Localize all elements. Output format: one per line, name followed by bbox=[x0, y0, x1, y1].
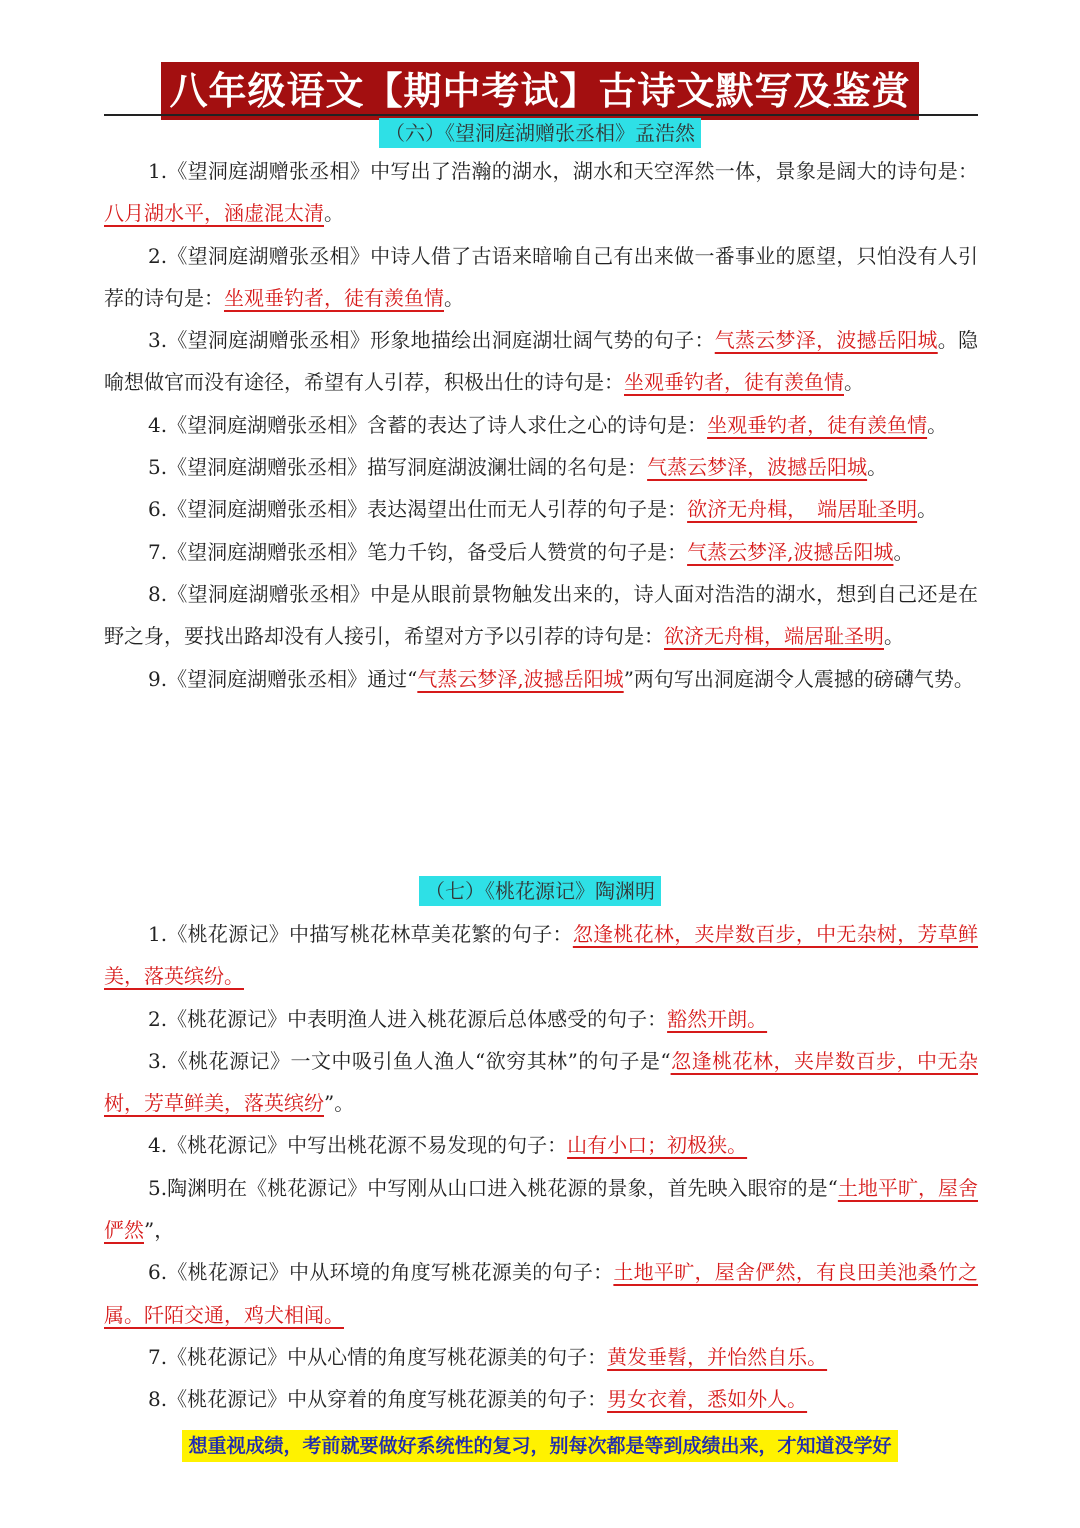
question-text: 《桃花源记》中描写桃花林草美花繁的句子： bbox=[167, 922, 573, 946]
question-text: 《望洞庭湖赠张丞相》形象地描绘出洞庭湖壮阔气势的句子： bbox=[167, 328, 715, 353]
question-text: 《桃花源记》一文中吸引鱼人渔人“欲穷其林”的句子是“ bbox=[167, 1048, 671, 1073]
answer-text: 豁然开朗。 bbox=[667, 1006, 768, 1031]
question-item bbox=[104, 1040, 978, 1125]
question-item bbox=[104, 488, 978, 530]
footer-banner bbox=[0, 1430, 1080, 1462]
question-text: 《望洞庭湖赠张丞相》描写洞庭湖波澜壮阔的名句是： bbox=[167, 455, 648, 480]
question-number: 5. bbox=[148, 1175, 168, 1200]
question-number: 7. bbox=[148, 1344, 168, 1369]
question-number: 9. bbox=[148, 666, 168, 691]
question-text: 《望洞庭湖赠张丞相》中诗人借了古语来暗喻自己有出来做一番事业的愿望，只怕没有人引荐的诗句是： bbox=[104, 243, 978, 310]
answer-text: 坐观垂钓者，徒有羡鱼情 bbox=[624, 370, 844, 395]
answer-text: 气蒸云梦泽,波撼岳阳城 bbox=[687, 539, 894, 564]
question-number: 1. bbox=[148, 159, 168, 183]
answer-text: 忽逢桃花林，夹岸数百步，中无杂树，芳草鲜美，落英缤纷 bbox=[104, 1048, 978, 1116]
question-text: 《桃花源记》中写出桃花源不易发现的句子： bbox=[167, 1133, 568, 1158]
section-heading-label: （六）《望洞庭湖赠张丞相》孟浩然 bbox=[379, 118, 701, 148]
question-text: ”， bbox=[144, 1218, 175, 1243]
answer-text: 坐观垂钓者，徒有羡鱼情 bbox=[224, 285, 444, 310]
question-number: 4. bbox=[148, 412, 168, 437]
answer-text: 气蒸云梦泽，波撼岳阳城 bbox=[714, 328, 938, 353]
question-number: 8. bbox=[148, 1387, 168, 1412]
question-item bbox=[104, 235, 978, 320]
question-number: 3. bbox=[148, 1048, 168, 1073]
question-text: 陶渊明在《桃花源记》中写刚从山口进入桃花源的景象，首先映入眼帘的是“ bbox=[167, 1175, 838, 1200]
question-number: 8. bbox=[148, 581, 168, 606]
question-text: 。 bbox=[844, 370, 864, 395]
answer-text: 欲济无舟楫， 端居耻圣明 bbox=[687, 497, 918, 522]
answer-text: 山有小口；初极狭。 bbox=[567, 1133, 748, 1158]
question-text: 。 bbox=[927, 412, 948, 437]
answer-text: 坐观垂钓者，徒有羡鱼情 bbox=[707, 412, 928, 437]
question-text: 《桃花源记》中从穿着的角度写桃花源美的句子： bbox=[167, 1387, 608, 1412]
title-banner bbox=[0, 62, 1080, 120]
answer-text: 气蒸云梦泽,波撼岳阳城 bbox=[417, 666, 624, 691]
question-text: 。 bbox=[444, 285, 464, 310]
question-item bbox=[104, 913, 978, 998]
answer-text: 黄发垂髫，并怡然自乐。 bbox=[607, 1344, 828, 1369]
section-6-items bbox=[104, 150, 978, 700]
question-item bbox=[104, 150, 978, 235]
question-number: 2. bbox=[148, 1006, 168, 1031]
question-item bbox=[104, 531, 978, 573]
page-title: 八年级语文【期中考试】古诗文默写及鉴赏 bbox=[161, 62, 918, 120]
section-heading-6 bbox=[0, 118, 1080, 148]
question-item bbox=[104, 446, 978, 488]
question-item bbox=[104, 1336, 978, 1378]
question-text: 《望洞庭湖赠张丞相》中是从眼前景物触发出来的，诗人面对浩浩的湖水，想到自己还是在野之身，要找出路却没有人接引，希望对方予以引荐的诗句是： bbox=[104, 581, 978, 649]
question-text: 《望洞庭湖赠张丞相》笔力千钧，备受后人赞赏的句子是： bbox=[167, 539, 688, 564]
question-number: 4. bbox=[148, 1133, 168, 1158]
question-text: ”。 bbox=[324, 1091, 355, 1116]
answer-text: 气蒸云梦泽，波撼岳阳城 bbox=[647, 455, 868, 480]
question-item bbox=[104, 404, 978, 446]
question-text: 。 bbox=[867, 455, 888, 480]
footer-tip: 想重视成绩，考前就要做好系统性的复习，别每次都是等到成绩出来，才知道没学好 bbox=[182, 1430, 897, 1462]
question-text: 《望洞庭湖赠张丞相》中写出了浩瀚的湖水，湖水和天空浑然一体，景象是阔大的诗句是： bbox=[167, 159, 978, 183]
question-item bbox=[104, 1378, 978, 1420]
question-text: 。 bbox=[917, 497, 938, 522]
section-heading-label: （七）《桃花源记》陶渊明 bbox=[419, 876, 661, 906]
question-item bbox=[104, 658, 978, 700]
question-number: 3. bbox=[148, 328, 168, 353]
question-number: 2. bbox=[148, 243, 168, 268]
question-item bbox=[104, 319, 978, 404]
title-divider bbox=[104, 114, 978, 116]
question-number: 6. bbox=[148, 1260, 168, 1285]
question-text: 。隐喻想做官而没有途径，希望有人引荐，积极出仕的诗句是： bbox=[104, 328, 979, 395]
answer-text: 八月湖水平，涵虚混太清 bbox=[104, 201, 324, 226]
question-item bbox=[104, 573, 978, 658]
question-item bbox=[104, 998, 978, 1040]
question-text: 。 bbox=[324, 201, 344, 226]
question-text: ”两句写出洞庭湖令人震撼的磅礴气势。 bbox=[623, 666, 974, 691]
question-number: 6. bbox=[148, 497, 168, 522]
question-number: 7. bbox=[148, 539, 168, 564]
question-text: 。 bbox=[884, 624, 904, 649]
answer-text: 土地平旷，屋舍俨然 bbox=[104, 1175, 978, 1243]
answer-text: 欲济无舟楫，端居耻圣明 bbox=[664, 624, 884, 649]
question-text: 《望洞庭湖赠张丞相》含蓄的表达了诗人求仕之心的诗句是： bbox=[167, 412, 708, 437]
question-text: 《桃花源记》中表明渔人进入桃花源后总体感受的句子： bbox=[167, 1006, 668, 1031]
question-item bbox=[104, 1251, 978, 1336]
answer-text: 男女衣着，悉如外人。 bbox=[607, 1387, 808, 1412]
question-number: 1. bbox=[148, 922, 168, 946]
question-item bbox=[104, 1167, 978, 1252]
answer-text: 土地平旷，屋舍俨然，有良田美池桑竹之属。阡陌交通，鸡犬相闻。 bbox=[104, 1260, 979, 1327]
question-text: 《望洞庭湖赠张丞相》表达渴望出仕而无人引荐的句子是： bbox=[167, 497, 688, 522]
question-item bbox=[104, 1124, 978, 1166]
section-heading-7 bbox=[0, 876, 1080, 906]
question-text: 《望洞庭湖赠张丞相》通过“ bbox=[167, 666, 418, 691]
question-text: 《桃花源记》中从环境的角度写桃花源美的句子： bbox=[167, 1260, 614, 1285]
answer-text: 忽逢桃花林，夹岸数百步，中无杂树，芳草鲜美，落英缤纷。 bbox=[104, 922, 979, 989]
question-text: 。 bbox=[893, 539, 914, 564]
section-7-items bbox=[104, 913, 978, 1421]
question-number: 5. bbox=[148, 455, 168, 480]
question-text: 《桃花源记》中从心情的角度写桃花源美的句子： bbox=[167, 1344, 608, 1369]
